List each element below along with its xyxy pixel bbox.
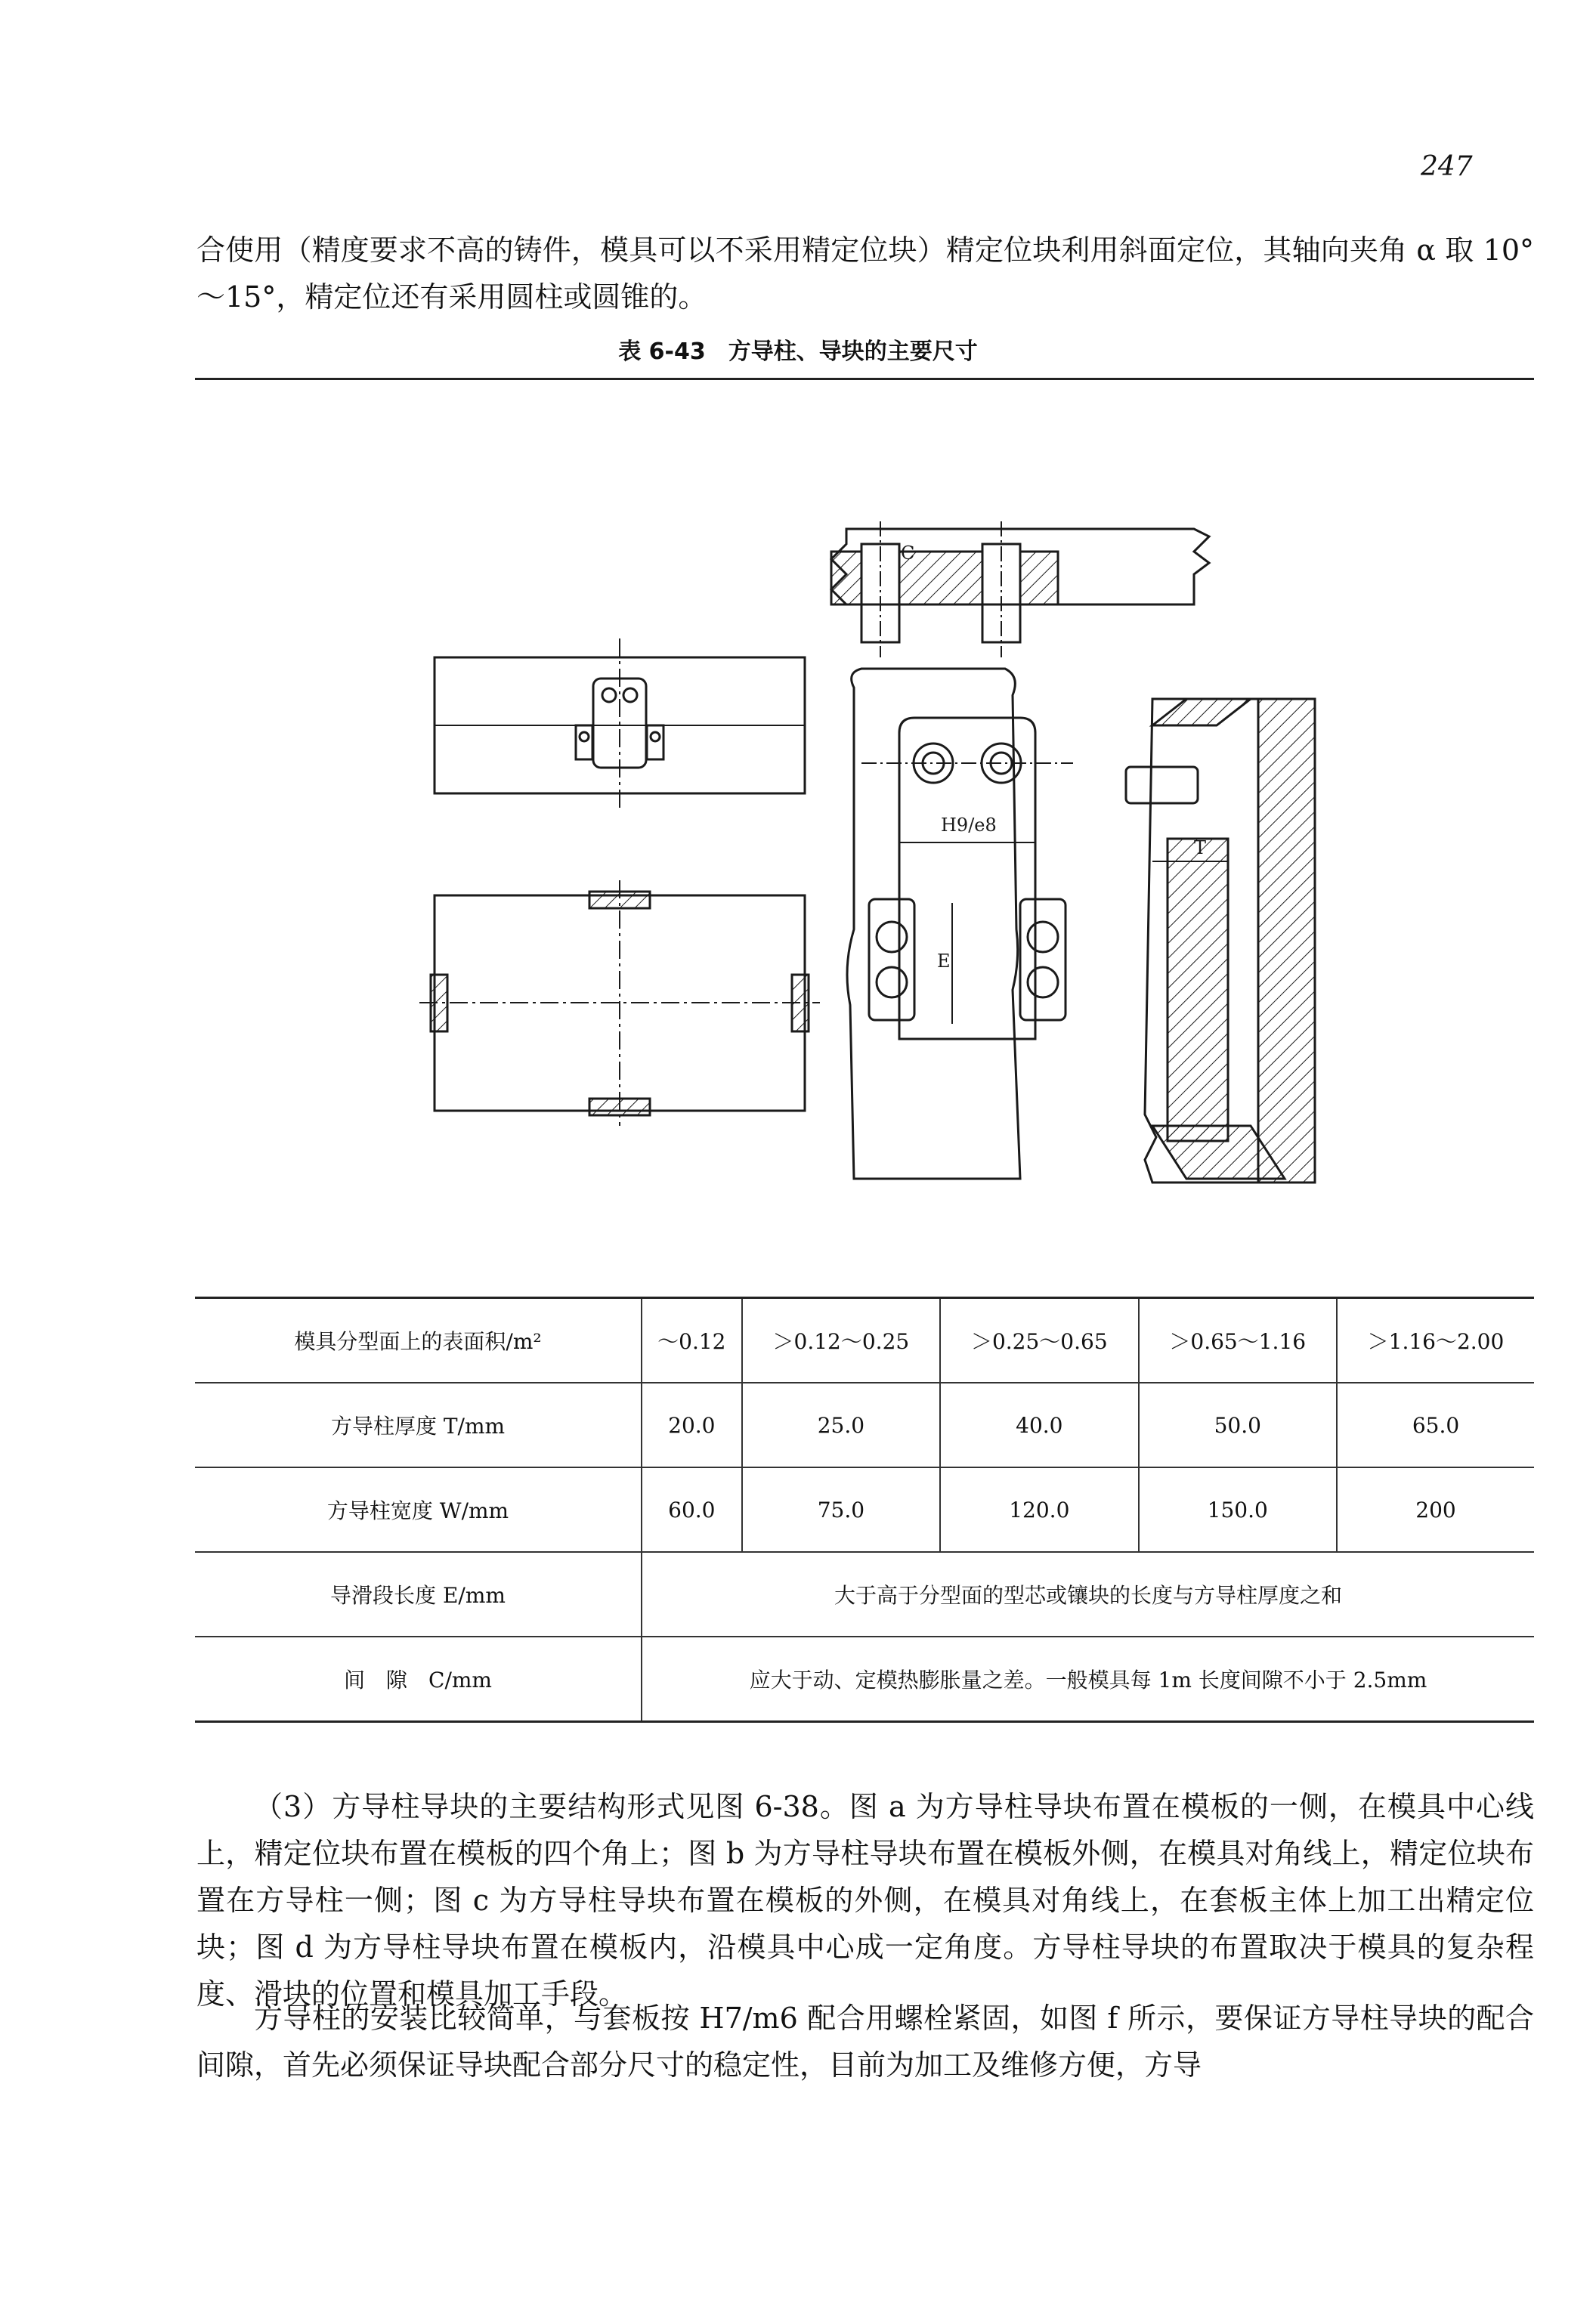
table-row	[195, 1637, 1534, 1722]
page-number: 247	[1421, 151, 1473, 182]
table-row	[195, 1383, 1534, 1467]
table-row	[195, 1467, 1534, 1552]
paragraph-installation: 方导柱的安装比较简单，与套板按 H7/m6 配合用螺栓紧固，如图 f 所示，要保证方导柱导块的配合间隙，首先必须保证导块配合部分尺寸的稳定性，目前为加工及维修方便，方导	[196, 2002, 1534, 2082]
side-section	[1126, 699, 1315, 1183]
label-c: C	[901, 543, 915, 564]
top-rule	[195, 378, 1534, 380]
table-cell: 50.0	[1139, 1383, 1337, 1467]
paragraph-structure: （3）方导柱导块的主要结构形式见图 6-38。图 a 为方导柱导块布置在模板的一侧，在模具中心线上，精定位块布置在模板的四个角上；图 b 为方导柱导块布置在模板外侧，在模具对角线上，精定位块布置在方导柱一侧；图 c 为方导柱导块布置在模板的外侧，在模具对角线上，在套板主体上加工出精定位块；图 d 为方导柱导块布置在模板内，沿模具中心成一定角度。方导柱导块的布置取决于模具的复杂程度、滑块的位置和模具加工手段。	[196, 1790, 1534, 2011]
table-cell: 75.0	[742, 1467, 940, 1552]
table-cell: 25.0	[742, 1383, 940, 1467]
table-cell: 60.0	[642, 1467, 742, 1552]
row-header: 导滑段长度 E/mm	[195, 1552, 642, 1637]
label-t: T	[1194, 837, 1207, 858]
paragraph-intro: 合使用（精度要求不高的铸件，模具可以不采用精定位块）精定位块利用斜面定位，其轴向夹角 α 取 10°～15°，精定位还有采用圆柱或圆锥的。	[196, 233, 1534, 314]
dimension-table	[195, 1297, 1534, 1723]
table-cell-span: 大于高于分型面的型芯或镶块的长度与方导柱厚度之和	[642, 1552, 1534, 1637]
table-row	[195, 1552, 1534, 1637]
table-cell: ～0.12	[642, 1298, 742, 1383]
row-header: 方导柱厚度 T/mm	[195, 1383, 642, 1467]
row-header: 方导柱宽度 W/mm	[195, 1467, 642, 1552]
guide-block-drawing	[408, 476, 1345, 1201]
plan-view-top	[435, 638, 805, 812]
table-cell: 40.0	[940, 1383, 1138, 1467]
row-header: 模具分型面上的表面积/m²	[195, 1298, 642, 1383]
table-cell: ＞0.65～1.16	[1139, 1298, 1337, 1383]
table-cell: ＞0.25～0.65	[940, 1298, 1138, 1383]
table-cell: 65.0	[1337, 1383, 1534, 1467]
table-caption: 表 6-43 方导柱、导块的主要尺寸	[618, 339, 978, 365]
label-e: E	[937, 951, 951, 972]
row-header: 间 隙 C/mm	[195, 1637, 642, 1722]
table-cell: 20.0	[642, 1383, 742, 1467]
table-row	[195, 1298, 1534, 1383]
table-cell: ＞0.12～0.25	[742, 1298, 940, 1383]
table-cell: ＞1.16～2.00	[1337, 1298, 1534, 1383]
front-view	[847, 669, 1073, 1179]
label-fit: H9/e8	[941, 815, 997, 836]
table-cell: 150.0	[1139, 1467, 1337, 1552]
table-cell: 200	[1337, 1467, 1534, 1552]
table-cell: 120.0	[940, 1467, 1138, 1552]
section-view-top	[831, 521, 1209, 657]
table-cell-span: 应大于动、定模热膨胀量之差。一般模具每 1m 长度间隙不小于 2.5mm	[642, 1637, 1534, 1722]
plan-view-bottom	[419, 880, 820, 1126]
